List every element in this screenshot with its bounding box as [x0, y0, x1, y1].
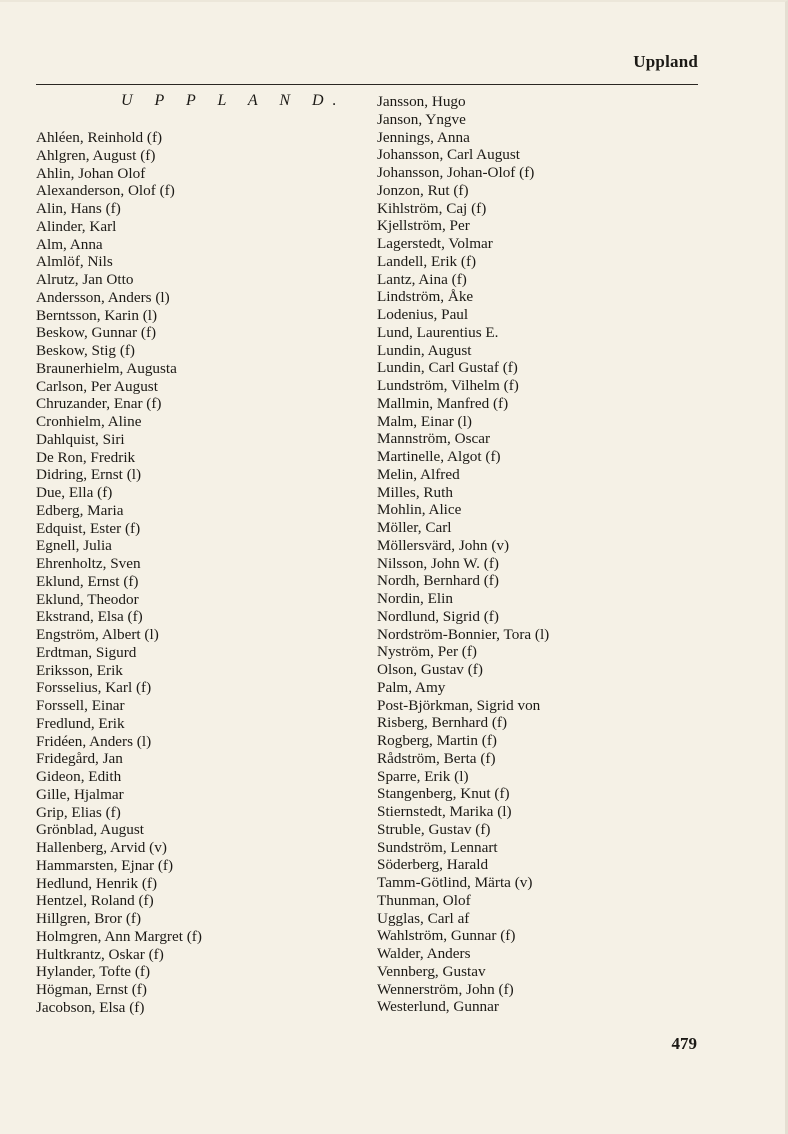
list-entry: Lundin, August: [377, 341, 472, 359]
list-entry: Alin, Hans (f): [36, 200, 121, 217]
list-entry: Nordlund, Sigrid (f): [377, 607, 499, 625]
list-entry: Alm, Anna: [36, 235, 103, 253]
list-entry: Hillgren, Bror (f): [36, 910, 142, 927]
running-head: Uppland: [633, 52, 698, 71]
list-entry: Nordström-Bonnier, Tora (l): [377, 625, 550, 643]
list-entry: Rogberg, Martin (f): [377, 732, 497, 749]
list-entry: Hultkrantz, Oskar (f): [36, 945, 164, 963]
list-entry: Ekstrand, Elsa (f): [36, 608, 143, 626]
list-entry: Melin, Alfred: [377, 465, 460, 483]
list-entry: Hedlund, Henrik (f): [36, 874, 158, 892]
list-entry: Braunerhielm, Augusta: [36, 359, 177, 377]
list-entry: Stangenberg, Knut (f): [377, 785, 510, 803]
list-entry: Martinelle, Algot (f): [377, 448, 501, 465]
list-entry: Lagerstedt, Volmar: [377, 235, 493, 252]
list-entry: Eriksson, Erik: [36, 661, 123, 679]
list-entry: Palm, Amy: [377, 678, 446, 696]
list-entry: Kjellström, Per: [377, 217, 470, 235]
list-entry: Lindström, Åke: [377, 288, 474, 306]
list-entry: Hentzel, Roland (f): [36, 892, 154, 910]
list-entry: Erdtman, Sigurd: [36, 643, 137, 661]
list-entry: Lund, Laurentius E.: [377, 323, 499, 341]
list-entry: Ugglas, Carl af: [377, 909, 470, 927]
list-entry: Nilsson, John W. (f): [377, 554, 499, 572]
list-entry: Alinder, Karl: [36, 217, 117, 235]
list-entry: Olson, Gustav (f): [377, 661, 483, 678]
list-entry: Rådström, Berta (f): [377, 749, 496, 767]
list-entry: Lundström, Vilhelm (f): [377, 377, 519, 394]
list-entry: Holmgren, Ann Margret (f): [36, 927, 202, 945]
list-entry: Alexanderson, Olof (f): [36, 182, 175, 200]
list-entry: Johansson, Johan-Olof (f): [377, 164, 535, 181]
list-entry: Fredlund, Erik: [36, 714, 125, 732]
list-entry: Westerlund, Gunnar: [377, 998, 499, 1016]
list-entry: Malm, Einar (l): [377, 412, 472, 430]
list-entry: Edquist, Ester (f): [36, 519, 141, 537]
list-entry: Mohlin, Alice: [377, 501, 462, 519]
list-entry: Didring, Ernst (l): [36, 466, 142, 484]
list-entry: Walder, Anders: [377, 945, 471, 962]
list-entry: Grönblad, August: [36, 821, 144, 839]
name-list-left: [36, 129, 202, 1017]
list-entry: Hylander, Tofte (f): [36, 963, 151, 981]
list-entry: Möllersvärd, John (v): [377, 536, 510, 554]
list-entry: Fridéen, Anders (l): [36, 732, 152, 750]
list-entry: Mallmin, Manfred (f): [377, 394, 509, 412]
list-entry: Risberg, Bernhard (f): [377, 714, 508, 732]
list-entry: Hallenberg, Arvid (v): [36, 839, 167, 856]
list-entry: Engström, Albert (l): [36, 626, 159, 643]
list-entry: Janson, Yngve: [377, 110, 466, 128]
list-entry: Söderberg, Harald: [377, 856, 489, 874]
list-entry: Chruzander, Enar (f): [36, 395, 162, 413]
list-entry: Lundin, Carl Gustaf (f): [377, 359, 518, 377]
list-entry: Wennerström, John (f): [377, 980, 514, 998]
list-entry: Dahlquist, Siri: [36, 430, 125, 448]
list-entry: Mannström, Oscar: [377, 430, 491, 448]
list-entry: Högman, Ernst (f): [36, 981, 147, 998]
list-entry: Nyström, Per (f): [377, 643, 477, 661]
list-entry: Lodenius, Paul: [377, 306, 469, 323]
list-entry: Fridegård, Jan: [36, 750, 123, 768]
list-entry: Ahléen, Reinhold (f): [36, 129, 163, 146]
list-entry: Beskow, Stig (f): [36, 342, 135, 359]
page-number: 479: [671, 1034, 697, 1053]
list-entry: Nordh, Bernhard (f): [377, 572, 499, 590]
list-entry: Andersson, Anders (l): [36, 288, 170, 306]
list-entry: Ehrenholtz, Sven: [36, 555, 141, 572]
list-entry: Struble, Gustav (f): [377, 820, 491, 838]
list-entry: Alrutz, Jan Otto: [36, 271, 134, 288]
list-entry: Gille, Hjalmar: [36, 785, 124, 803]
list-entry: Kihlström, Caj (f): [377, 199, 487, 217]
list-entry: Carlson, Per August: [36, 377, 158, 395]
list-entry: Landell, Erik (f): [377, 252, 477, 270]
list-entry: Edberg, Maria: [36, 501, 124, 519]
list-entry: De Ron, Fredrik: [36, 448, 136, 466]
list-entry: Nordin, Elin: [377, 590, 453, 607]
list-entry: Egnell, Julia: [36, 537, 112, 555]
list-entry: Möller, Carl: [377, 519, 452, 536]
list-entry: Jansson, Hugo: [377, 93, 466, 110]
section-title: U P P L A N D.: [121, 92, 346, 109]
list-entry: Tamm-Götlind, Märta (v): [377, 874, 533, 891]
list-entry: Eklund, Theodor: [36, 590, 139, 608]
list-entry: Almlöf, Nils: [36, 253, 113, 271]
list-entry: Jacobson, Elsa (f): [36, 998, 145, 1016]
list-entry: Due, Ella (f): [36, 484, 113, 501]
list-entry: Ahlgren, August (f): [36, 146, 156, 164]
list-entry: Post-Björkman, Sigrid von: [377, 696, 541, 714]
list-entry: Eklund, Ernst (f): [36, 572, 139, 590]
list-entry: Forsselius, Karl (f): [36, 679, 152, 697]
list-entry: Beskow, Gunnar (f): [36, 324, 157, 342]
header-rule: [36, 84, 698, 85]
list-entry: Wahlström, Gunnar (f): [377, 927, 516, 945]
list-entry: Lantz, Aina (f): [377, 270, 467, 288]
list-entry: Jennings, Anna: [377, 128, 470, 146]
list-entry: Milles, Ruth: [377, 483, 453, 501]
list-entry: Forssell, Einar: [36, 697, 125, 714]
list-entry: Jonzon, Rut (f): [377, 181, 469, 199]
list-entry: Johansson, Carl August: [377, 146, 521, 164]
list-entry: Hammarsten, Ejnar (f): [36, 856, 174, 874]
list-entry: Gideon, Edith: [36, 768, 122, 785]
list-entry: Sundström, Lennart: [377, 838, 498, 856]
list-entry: Sparre, Erik (l): [377, 767, 469, 785]
list-entry: Cronhielm, Aline: [36, 413, 142, 430]
list-entry: Grip, Elias (f): [36, 803, 121, 821]
name-list-right: [377, 93, 549, 1016]
list-entry: Thunman, Olof: [377, 891, 471, 909]
list-entry: Ahlin, Johan Olof: [36, 164, 146, 182]
list-entry: Vennberg, Gustav: [377, 962, 486, 980]
list-entry: Stiernstedt, Marika (l): [377, 803, 512, 820]
list-entry: Berntsson, Karin (l): [36, 306, 158, 324]
